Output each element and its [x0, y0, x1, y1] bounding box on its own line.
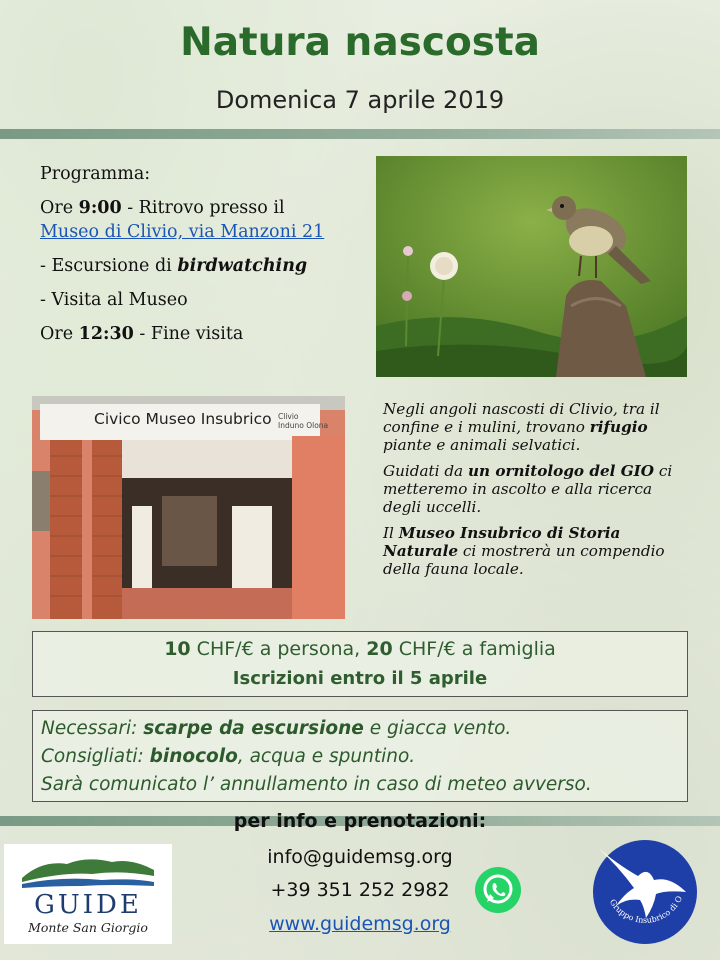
- requirements-box: [32, 710, 688, 802]
- museum-sign-small: Clivio Induno Olona: [278, 412, 329, 430]
- contact-website[interactable]: www.guidemsg.org: [269, 913, 451, 935]
- gio-logo-mark: [590, 836, 700, 946]
- contact-heading: per info e prenotazioni:: [233, 810, 487, 832]
- bird-illustration: [376, 156, 687, 377]
- page-title: Natura nascosta: [180, 20, 540, 65]
- guide-logo-name: GUIDE: [34, 890, 142, 920]
- guide-logo-subtitle: Monte San Giorgio: [28, 920, 148, 935]
- mountain-logo-mark: [22, 850, 154, 890]
- location-link[interactable]: Museo di Clivio, via Manzoni 21: [40, 222, 325, 242]
- gio-logo: [590, 836, 700, 946]
- divider-top: [0, 129, 720, 139]
- description-p3: Il Museo Insubrico di Storia Naturale ci mostrerà un compendio della fauna locale.: [383, 524, 665, 578]
- program-line-birdwatching: - Escursione di birdwatching: [40, 256, 308, 276]
- contact-phone[interactable]: +39 351 252 2982: [270, 879, 450, 901]
- event-date: Domenica 7 aprile 2019: [215, 86, 505, 114]
- contact-email[interactable]: info@guidemsg.org: [267, 846, 453, 868]
- price-line: 10 CHF/€ a persona, 20 CHF/€ a famiglia: [164, 638, 556, 660]
- gio-logo-arc-text: Gruppo Insubrico di O: [607, 894, 685, 925]
- program-line-museum: - Visita al Museo: [40, 290, 188, 310]
- description: [383, 400, 693, 586]
- description-p1: Negli angoli nascosti di Clivio, tra il confine e i mulini, trovano rifugio piante e animali selvatici.: [383, 400, 660, 454]
- museum-sign: Civico Museo Insubrico: [94, 410, 272, 428]
- program-line-end: Ore 12:30 - Fine visita: [40, 324, 244, 344]
- guide-logo: [4, 844, 172, 944]
- program-line-meeting: Ore 9:00 - Ritrovo presso il: [40, 198, 285, 218]
- museum-photo: [32, 396, 345, 619]
- requirements-recommended: Consigliati: binocolo, acqua e spuntino.: [41, 746, 416, 767]
- program-section: [40, 162, 370, 356]
- price-box: [32, 631, 688, 697]
- program-heading: Programma:: [40, 164, 151, 184]
- whatsapp-icon[interactable]: [474, 866, 522, 914]
- description-p2: Guidati da un ornitologo del GIO ci metteremo in ascolto e alla ricerca degli uccelli.: [383, 462, 673, 516]
- cancellation-notice: Sarà comunicato l’ annullamento in caso di meteo avverso.: [41, 774, 592, 795]
- registration-deadline: Iscrizioni entro il 5 aprile: [232, 668, 488, 689]
- bird-photo: [376, 156, 687, 377]
- requirements-necessary: Necessari: scarpe da escursione e giacca vento.: [41, 718, 512, 739]
